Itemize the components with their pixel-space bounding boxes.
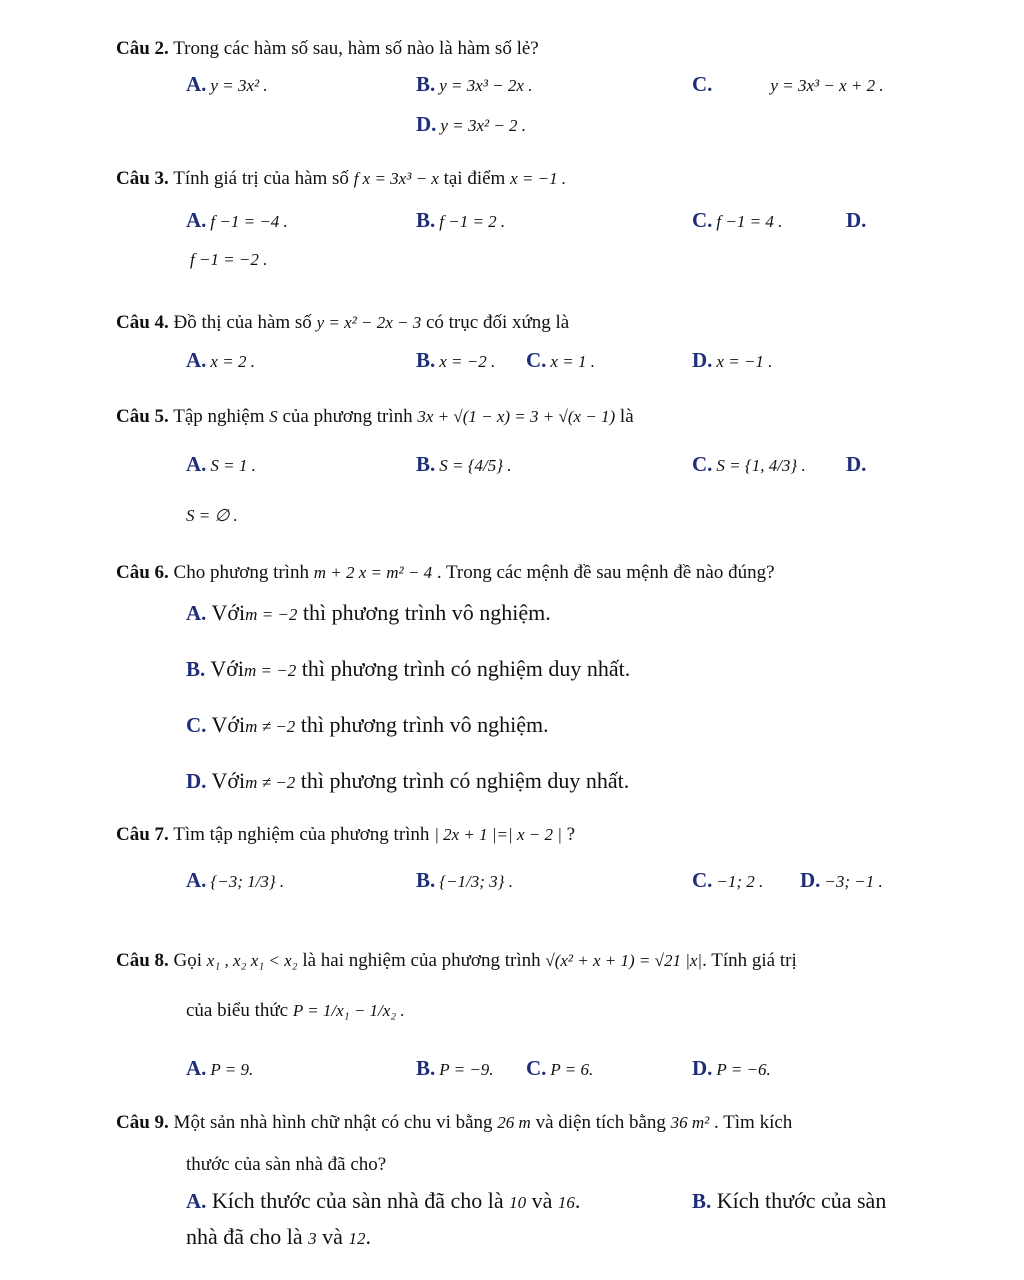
q5-option-c[interactable]: C. S = {1, 4/3} . xyxy=(692,452,806,476)
q9-option-a-text: Kích thước của sàn nhà đã cho là xyxy=(211,1188,504,1213)
q9-area: 36 m² xyxy=(670,1113,710,1132)
q9-option-a-end: . xyxy=(574,1188,581,1213)
q8-equation: √(x² + x + 1) = √21 |x| xyxy=(545,951,703,970)
question-8 xyxy=(116,950,797,972)
q6-option-c-text: thì phương trình vô nghiệm. xyxy=(300,712,549,737)
q5-option-d-expr-text: S = ∅ . xyxy=(186,506,238,525)
q9-option-b-and: và xyxy=(322,1224,343,1249)
question-7-text-after: ? xyxy=(566,824,576,845)
q9-option-b-text: Kích thước của sàn xyxy=(716,1188,887,1213)
q2-option-d-expr: y = 3x² − 2 . xyxy=(440,116,527,135)
q6-option-c-cond: m ≠ −2 xyxy=(245,717,296,736)
question-7-number: Câu 7. xyxy=(116,824,169,845)
q8-option-a-expr: P = 9. xyxy=(210,1060,254,1079)
q5-option-a[interactable]: A. S = 1 . xyxy=(186,452,256,476)
question-4-number: Câu 4. xyxy=(116,312,169,333)
q7-option-a[interactable]: A. {−3; 1/3} . xyxy=(186,868,285,892)
q5-option-d[interactable]: D. xyxy=(846,452,867,476)
question-5-text-after: là xyxy=(619,406,634,427)
q8-option-b-expr: P = −9. xyxy=(439,1060,494,1079)
q6-option-a-cond: m = −2 xyxy=(245,605,298,624)
q9-option-b-line-2-text: nhà đã cho là xyxy=(186,1224,303,1249)
question-8-line-2 xyxy=(186,1000,405,1022)
q3-option-c[interactable]: C. f −1 = 4 . xyxy=(692,208,783,232)
q7-option-c[interactable]: C. −1; 2 . xyxy=(692,868,764,892)
question-5 xyxy=(116,406,634,428)
q2-option-b[interactable]: B. y = 3x³ − 2x . xyxy=(416,72,533,96)
q7-equation: | 2x + 1 |=| x − 2 | xyxy=(434,825,562,844)
q3-option-b[interactable]: B. f −1 = 2 . xyxy=(416,208,506,232)
q2-option-c-expr: y = 3x³ − x + 2 . xyxy=(770,76,884,95)
q9-option-a-v2: 16 xyxy=(557,1193,575,1212)
question-9-text: Một sản nhà hình chữ nhật có chu vi bằng xyxy=(173,1112,493,1133)
q5-option-b[interactable]: B. S = {4/5} . xyxy=(416,452,512,476)
q6-option-d[interactable]: D. Vớim ≠ −2 thì phương trình có nghiệm duy nhất. xyxy=(186,768,630,793)
q7-option-d-expr: −3; −1 . xyxy=(824,872,883,891)
question-5-text: Tập nghiệm xyxy=(173,406,265,427)
question-8-text-after: . Tính giá trị xyxy=(702,950,797,971)
question-9-text-mid: và diện tích bằng xyxy=(535,1112,666,1133)
question-8-text: Gọi xyxy=(173,950,203,971)
q8-option-b[interactable]: B. P = −9. xyxy=(416,1056,494,1080)
question-8-text-mid: là hai nghiệm của phương trình xyxy=(302,950,541,971)
q3-option-c-expr: f −1 = 4 . xyxy=(716,212,783,231)
q3-option-a-expr: f −1 = −4 . xyxy=(210,212,288,231)
q6-option-d-lead: Với xyxy=(211,768,246,793)
question-3-text-mid: tại điểm xyxy=(443,168,506,189)
question-5-number: Câu 5. xyxy=(116,406,169,427)
question-6-text: Cho phương trình xyxy=(173,562,309,583)
question-9-text-after: . Tìm kích xyxy=(714,1112,793,1133)
q3-point: x = −1 . xyxy=(510,169,567,188)
question-5-text-mid: của phương trình xyxy=(282,406,413,427)
q5-option-c-expr: S = {1, 4/3} . xyxy=(716,456,806,475)
q8-option-d-expr: P = −6. xyxy=(716,1060,771,1079)
question-7 xyxy=(116,824,575,846)
q6-option-c[interactable]: C. Vớim ≠ −2 thì phương trình vô nghiệm. xyxy=(186,712,549,737)
question-3-text: Tính giá trị của hàm số xyxy=(173,168,349,189)
q6-option-c-lead: Với xyxy=(211,712,246,737)
q6-option-a-text: thì phương trình vô nghiệm. xyxy=(302,600,551,625)
question-6-number: Câu 6. xyxy=(116,562,169,583)
q9-perimeter: 26 m xyxy=(497,1113,531,1132)
q2-option-d[interactable]: D. y = 3x² − 2 . xyxy=(416,112,527,136)
question-4 xyxy=(116,312,569,334)
q9-option-b[interactable]: B. Kích thước của sàn xyxy=(692,1188,887,1213)
question-3 xyxy=(116,168,566,190)
q6-option-b[interactable]: B. Vớim = −2 thì phương trình có nghiệm duy nhất. xyxy=(186,656,631,681)
q5-option-b-expr: S = {4/5} . xyxy=(439,456,512,475)
question-4-text: Đồ thị của hàm số xyxy=(173,312,312,333)
q9-option-b-v2: 12 xyxy=(348,1229,366,1248)
q6-equation: m + 2 x = m² − 4 xyxy=(313,563,433,582)
q7-option-a-expr: {−3; 1/3} . xyxy=(210,872,285,891)
q9-option-b-line-2 xyxy=(186,1224,371,1250)
question-3-number: Câu 3. xyxy=(116,168,169,189)
q8-roots: x₁ , x₂ x₁ < x₂ xyxy=(206,951,298,970)
question-9-line-2 xyxy=(186,1154,386,1176)
q4-option-d-expr: x = −1 . xyxy=(716,352,773,371)
question-2-number: Câu 2. xyxy=(116,38,169,59)
q5-option-a-expr: S = 1 . xyxy=(210,456,256,475)
q4-option-b[interactable]: B. x = −2 . xyxy=(416,348,496,372)
q2-option-a[interactable]: A. y = 3x² . xyxy=(186,72,268,96)
q7-option-b-expr: {−1/3; 3} . xyxy=(439,872,513,891)
q9-option-a-and: và xyxy=(531,1188,553,1213)
q4-function: y = x² − 2x − 3 xyxy=(316,313,422,332)
q4-option-c-expr: x = 1 . xyxy=(550,352,595,371)
q2-option-a-expr: y = 3x² . xyxy=(210,76,268,95)
q9-option-b-v1: 3 xyxy=(308,1229,317,1248)
q7-option-b[interactable]: B. {−1/3; 3} . xyxy=(416,868,513,892)
q2-option-b-expr: y = 3x³ − 2x . xyxy=(439,76,533,95)
q9-option-b-end: . xyxy=(365,1224,371,1249)
q9-option-a[interactable]: A. Kích thước của sàn nhà đã cho là 10 và 16. xyxy=(186,1188,581,1213)
q3-option-d[interactable]: D. xyxy=(846,208,867,232)
q4-option-c[interactable]: C. x = 1 . xyxy=(526,348,595,372)
q6-option-d-cond: m ≠ −2 xyxy=(245,773,296,792)
q8-expression: P = 1/x₁ − 1/x₂ . xyxy=(292,1001,405,1020)
q6-option-b-text: thì phương trình có nghiệm duy nhất. xyxy=(301,656,631,681)
q6-option-b-cond: m = −2 xyxy=(244,661,297,680)
q8-option-c-expr: P = 6. xyxy=(550,1060,594,1079)
q9-option-a-v1: 10 xyxy=(509,1193,527,1212)
question-6-text-after: . Trong các mệnh đề sau mệnh đề nào đúng? xyxy=(436,562,775,583)
q2-option-c[interactable]: C. y = 3x³ − x + 2 . xyxy=(692,72,884,96)
q4-option-b-expr: x = −2 . xyxy=(439,352,496,371)
q7-option-c-expr: −1; 2 . xyxy=(716,872,764,891)
q3-option-a[interactable]: A. f −1 = −4 . xyxy=(186,208,288,232)
q5-equation: 3x + √(1 − x) = 3 + √(x − 1) xyxy=(417,407,616,426)
q3-option-b-expr: f −1 = 2 . xyxy=(439,212,506,231)
question-7-text: Tìm tập nghiệm của phương trình xyxy=(173,824,430,845)
question-9-number: Câu 9. xyxy=(116,1112,169,1133)
question-8-number: Câu 8. xyxy=(116,950,169,971)
q3-option-d-expr-text: f −1 = −2 . xyxy=(190,250,268,269)
question-6 xyxy=(116,562,775,584)
q4-option-a[interactable]: A. x = 2 . xyxy=(186,348,255,372)
question-2 xyxy=(116,38,539,60)
q5-set-symbol: S xyxy=(269,407,278,426)
question-4-text-after: có trục đối xứng là xyxy=(425,312,570,333)
q6-option-d-text: thì phương trình có nghiệm duy nhất. xyxy=(300,768,630,793)
question-9-line-2-text: thước của sàn nhà đã cho? xyxy=(186,1154,387,1175)
q6-option-a-lead: Với xyxy=(211,600,246,625)
question-8-line-2-text: của biểu thức xyxy=(186,1000,289,1021)
q8-option-a[interactable]: A. P = 9. xyxy=(186,1056,254,1080)
q8-option-d[interactable]: D. P = −6. xyxy=(692,1056,771,1080)
question-2-text: Trong các hàm số sau, hàm số nào là hàm số lẻ? xyxy=(173,38,539,59)
q8-option-c[interactable]: C. P = 6. xyxy=(526,1056,594,1080)
q3-function: f x = 3x³ − x xyxy=(353,169,439,188)
q4-option-a-expr: x = 2 . xyxy=(210,352,255,371)
q6-option-a[interactable]: A. Vớim = −2 thì phương trình vô nghiệm. xyxy=(186,600,551,625)
question-9 xyxy=(116,1112,792,1134)
q7-option-d[interactable]: D. −3; −1 . xyxy=(800,868,883,892)
q3-option-d-expr xyxy=(190,250,267,270)
q5-option-d-expr xyxy=(186,506,238,526)
q6-option-b-lead: Với xyxy=(210,656,245,681)
q4-option-d[interactable]: D. x = −1 . xyxy=(692,348,773,372)
